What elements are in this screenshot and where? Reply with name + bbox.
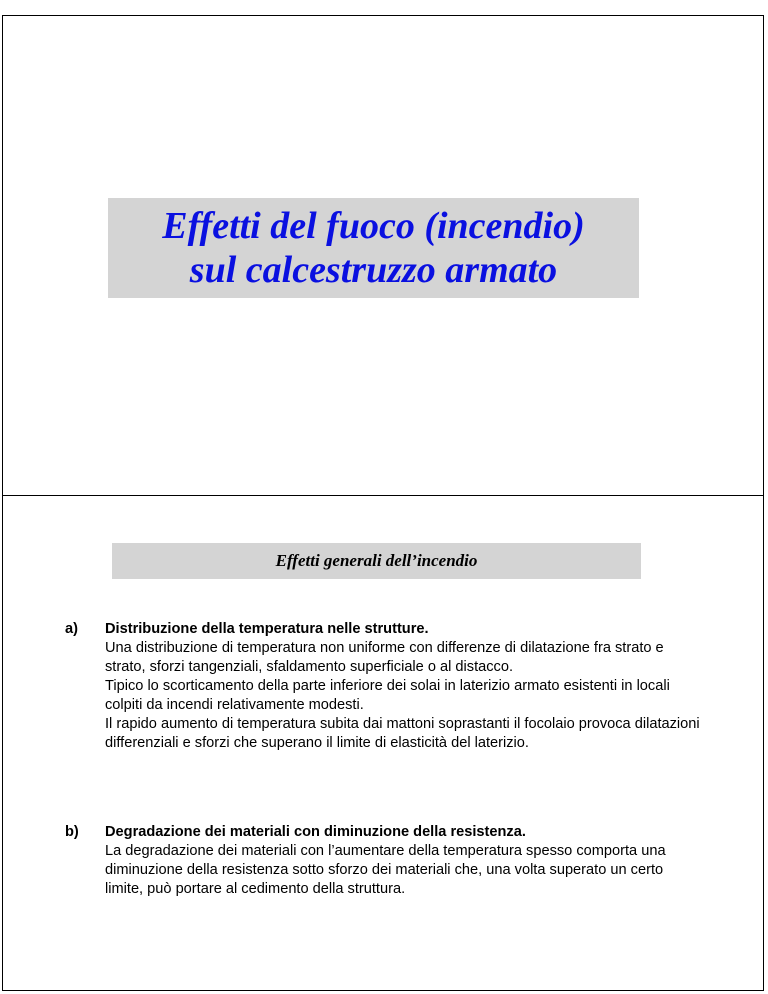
- title-line-1: Effetti del fuoco (incendio): [162, 205, 585, 247]
- list-item-heading: Distribuzione della temperatura nelle strutture.: [105, 621, 429, 637]
- list-item-paragraph: La degradazione dei materiali con l’aumentare della temperatura spesso comporta una diminuzione della resistenza sotto sforzo dei materiali che, una volta superato un certo limite, può portare al cedimento della struttura.: [105, 843, 666, 897]
- list-item-paragraph: Tipico lo scorticamento della parte inferiore dei solai in laterizio armato esistenti in locali colpiti da incendi relativamente modesti.: [105, 678, 670, 713]
- list-item-a: [65, 620, 705, 753]
- list-marker: a): [65, 621, 78, 637]
- list-item-heading: Degradazione dei materiali con diminuzione della resistenza.: [105, 824, 526, 840]
- list-item-paragraph: Una distribuzione di temperatura non uniforme con differenze di dilatazione fra strato e strato, sforzi tangenziali, sfaldamento superficiale o al distacco.: [105, 640, 664, 675]
- subtitle-box: [112, 543, 641, 579]
- list-marker: b): [65, 824, 79, 840]
- list-item-paragraph: Il rapido aumento di temperatura subita dai mattoni soprastanti il focolaio provoca dilatazioni differenziali e sforzi che superano il limite di elasticità del laterizio.: [105, 716, 700, 751]
- title-box: [108, 198, 639, 298]
- subtitle: Effetti generali dell’incendio: [275, 551, 478, 570]
- slide-title: [2, 15, 764, 496]
- list-item-b: [65, 823, 705, 899]
- title-line-2: sul calcestruzzo armato: [189, 249, 558, 291]
- slide-general-effects: [2, 495, 764, 991]
